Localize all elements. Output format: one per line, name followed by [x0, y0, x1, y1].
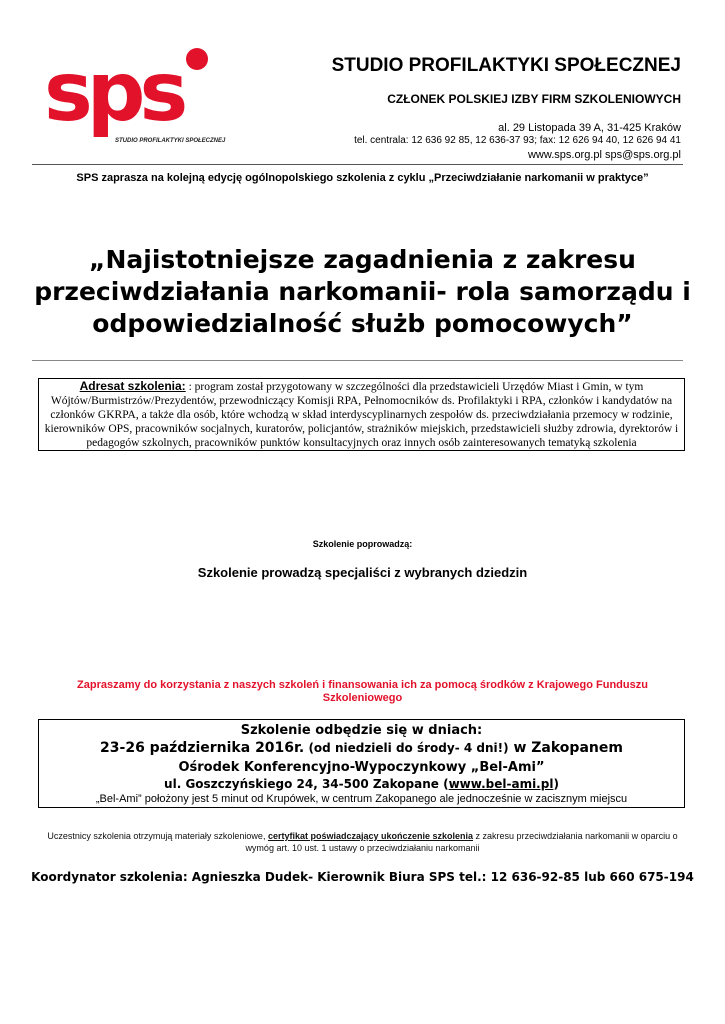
invitation-line: SPS zaprasza na kolejną edycję ogólnopolskiego szkolenia z cyklu „Przeciwdziałanie narkomanii w praktyce”	[76, 172, 649, 184]
title-line-2: przeciwdziałania narkomanii- rola samorządu i	[34, 277, 691, 306]
certificate-before: Uczestnicy szkolenia otrzymują materiały szkoleniowe,	[47, 831, 268, 841]
certificate-note	[40, 830, 685, 854]
certificate-after: z zakresu przeciwdziałania narkomanii w oparciu o wymóg art. 10 ust. 1 ustawy o przeciwdziałaniu narkomanii	[245, 831, 678, 853]
venue-street: ul. Goszczyńskiego 24, 34-500 Zakopane (	[164, 777, 449, 791]
venue-url-link[interactable]: www.bel-ami.pl	[448, 777, 554, 791]
company-address: al. 29 Listopada 39 A, 31-425 Kraków	[498, 122, 681, 134]
title-line-1: „Najistotniejsze zagadnienia z zakresu	[89, 245, 636, 274]
dates-box	[38, 719, 685, 808]
logo-subtitle: STUDIO PROFILAKTYKI SPOŁECZNEJ	[115, 138, 226, 144]
training-title	[20, 244, 705, 340]
membership-line: CZŁONEK POLSKIEJ IZBY FIRM SZKOLENIOWYCH	[387, 92, 681, 106]
sps-logo: sps	[44, 45, 183, 140]
header-divider	[32, 164, 683, 165]
certificate-bold: certyfikat poświadczający ukończenie szkolenia	[267, 831, 474, 841]
venue-street-end: )	[553, 777, 559, 791]
addressee-box	[38, 378, 685, 451]
training-days: (od niedzieli do środy- 4 dni!)	[304, 741, 509, 755]
title-divider	[32, 360, 683, 361]
addressee-text: : program został przygotowany w szczególności dla przedstawicieli Urzędów Miast i Gmin, w tym Wójtów/Burmistrzów/Prezydentów, przewodniczący Komisji RPA, Pełnomocników ds. Profilaktyki i RPA, członków i kandydatów na członków GKRPA, a także dla osób, które wchodzą w skład interdyscyplinarnych zespołów ds. przeciwdziałania przemocy w rodzinie, kierowników OPS, pracowników socjalnych, kuratorów, policjantów, strażników miejskich, przedstawicieli służby zdrowia, dyrektorów i pedagogów szkolnych, pracowników punktów konsultacyjnych oraz innych osób zainteresowanych tematyką szkolenia	[44, 381, 679, 449]
venue-address	[39, 777, 684, 791]
company-web[interactable]: www.sps.org.pl sps@sps.org.pl	[527, 149, 681, 161]
company-name: STUDIO PROFILAKTYKI SPOŁECZNEJ	[331, 55, 681, 76]
training-date: 23-26 października 2016r.	[100, 740, 305, 756]
coordinator-line: Koordynator szkolenia: Agnieszka Dudek- Kierownik Biura SPS tel.: 12 636-92-85 lub 660 675-194	[31, 870, 694, 884]
training-city: w Zakopanem	[508, 740, 623, 756]
funding-note: Zapraszamy do korzystania z naszych szkoleń i finansowania ich za pomocą środków z Krajowego Funduszu Szkoleniowego	[77, 679, 648, 704]
title-line-3: odpowiedzialność służb pomocowych”	[92, 309, 633, 338]
venue-name: Ośrodek Konferencyjno-Wypoczynkowy „Bel-Ami”	[178, 760, 545, 775]
dates-intro: Szkolenie odbędzie się w dniach:	[240, 723, 483, 738]
addressee-label: Adresat szkolenia:	[79, 379, 186, 393]
dates-line	[39, 740, 684, 756]
logo-dot	[186, 48, 208, 70]
trainers-label: Szkolenie poprowadzą:	[312, 539, 413, 549]
company-phones: tel. centrala: 12 636 92 85, 12 636-37 93; fax: 12 626 94 40, 12 626 94 41	[354, 135, 681, 146]
trainers-text: Szkolenie prowadzą specjaliści z wybranych dziedzin	[197, 565, 528, 580]
location-note: „Bel-Ami” położony jest 5 minut od Krupówek, w centrum Zakopanego ale jednocześnie w zacisznym miejscu	[95, 793, 628, 805]
